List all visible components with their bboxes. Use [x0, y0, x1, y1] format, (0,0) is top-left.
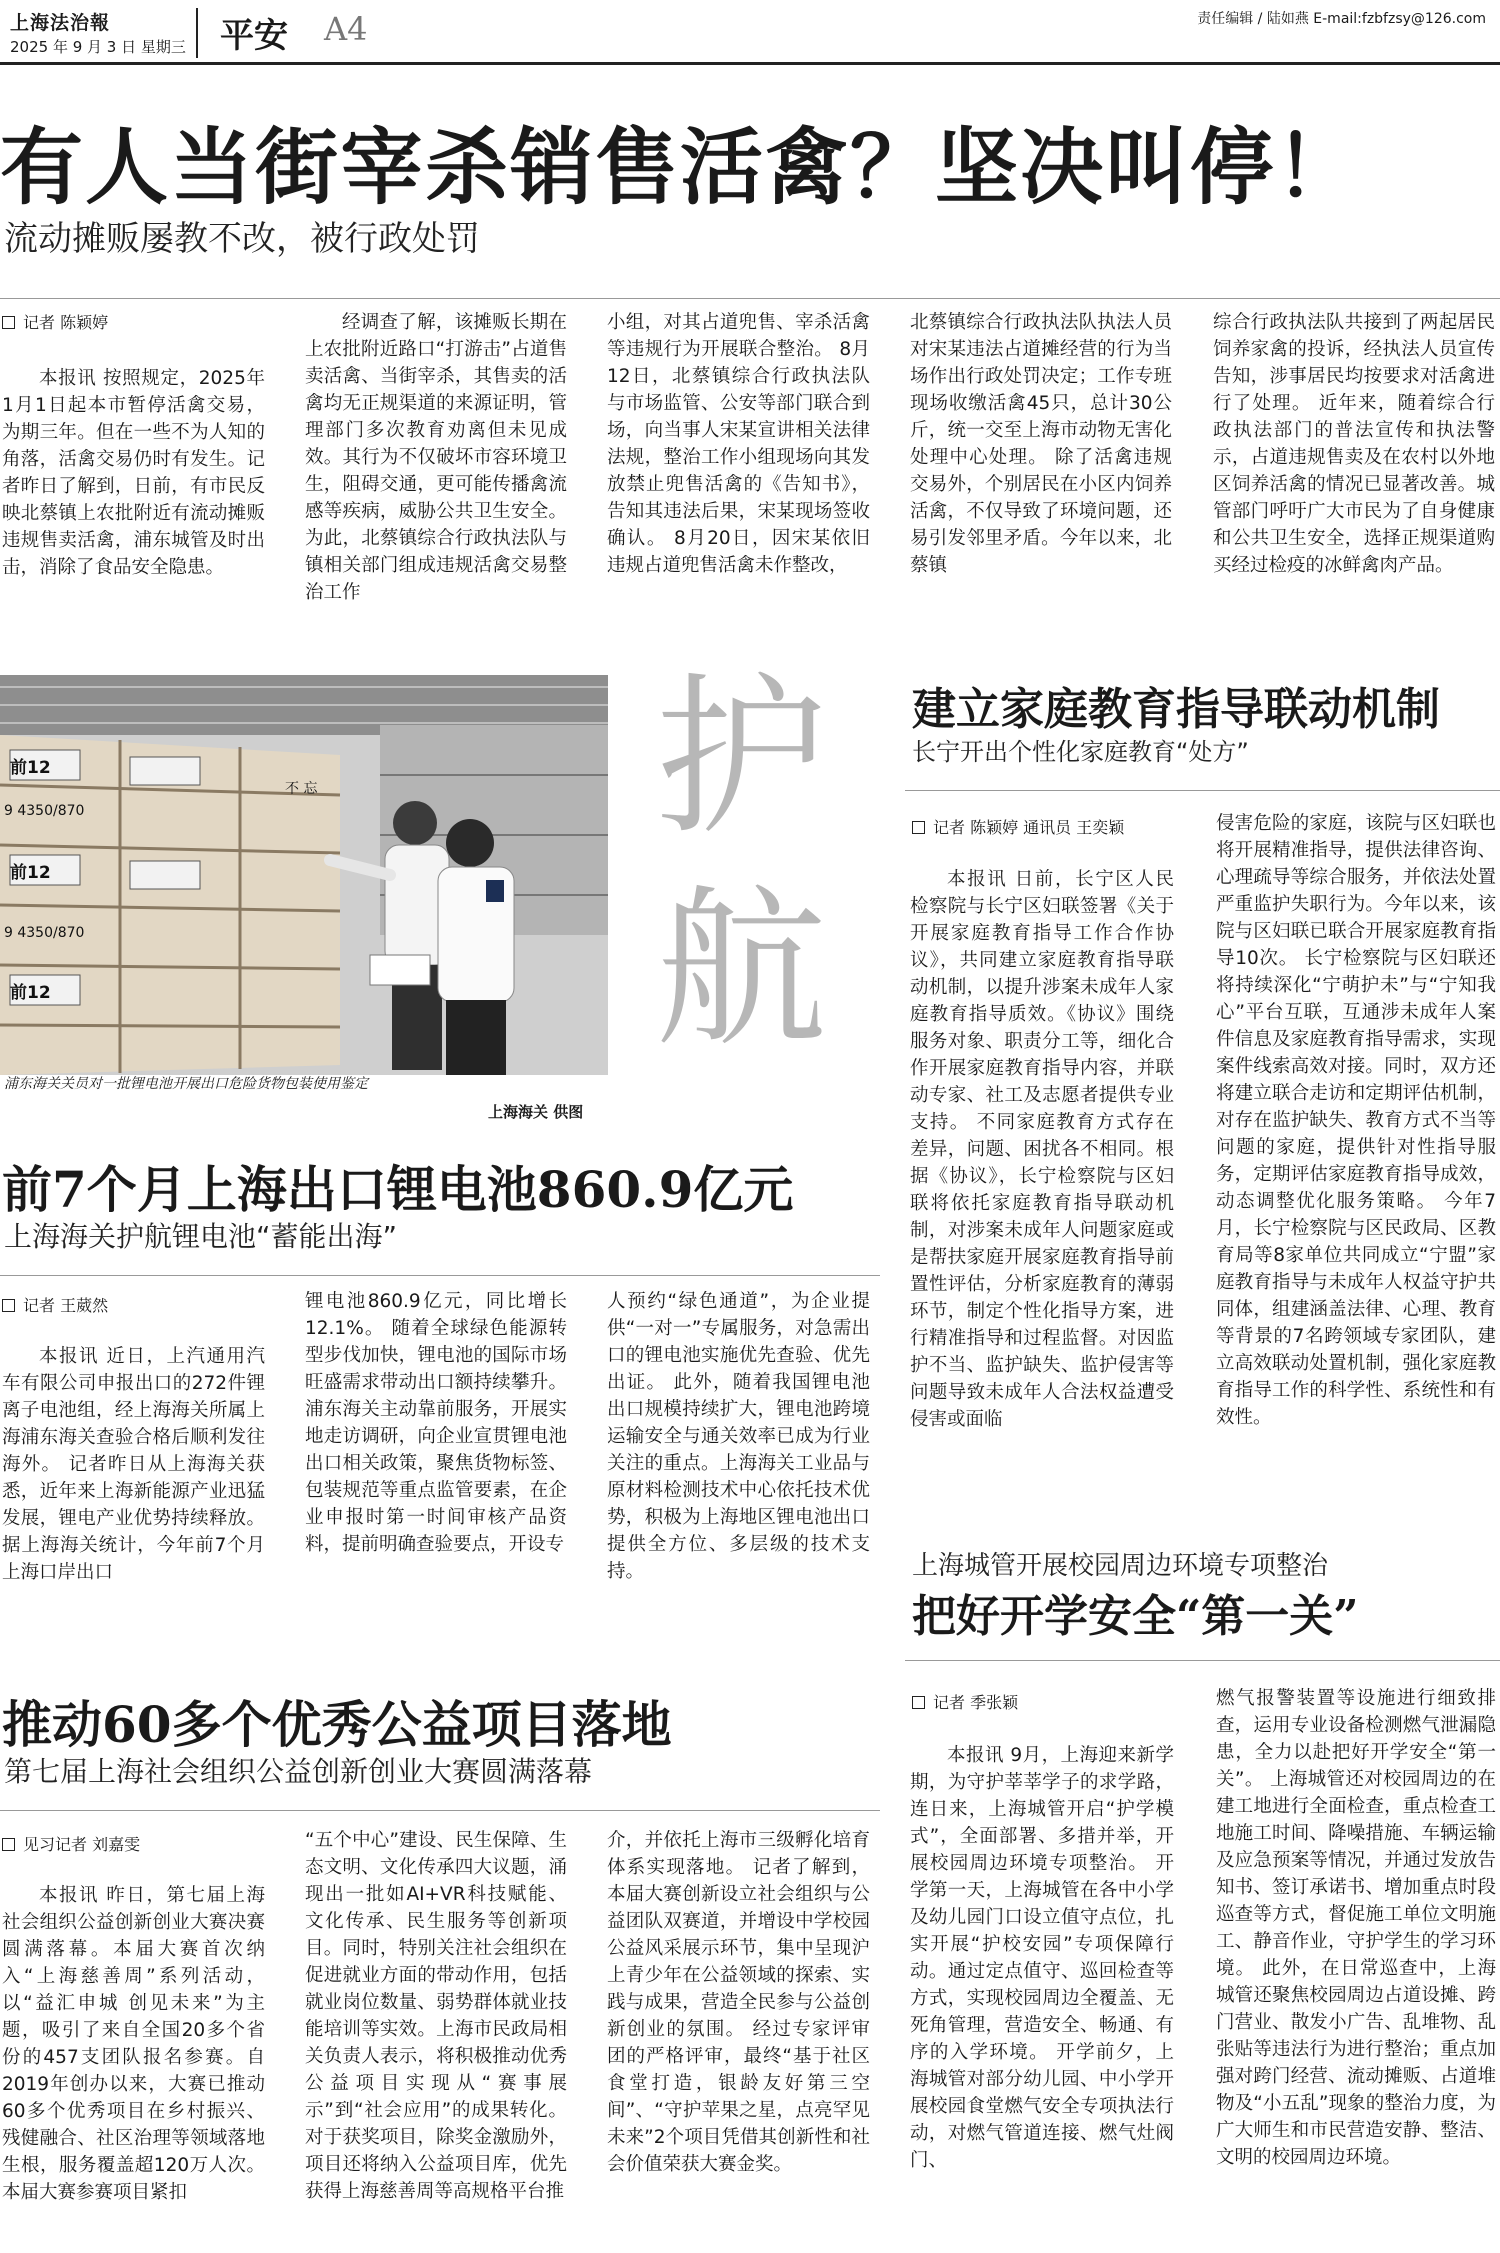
article5-column-3: 介，并依托上海市三级孵化培育体系实现落地。 记者了解到，本届大赛创新设立社会组织与公益团队双赛道，并增设中学校园公益风采展示环节，集中呈现沪上青少年在公益领域的探索、实践与成果，营造全民参与公益创新创业的氛围。 经过专家评审团的严格评审，最终“基于社区食堂打造，银龄友好第三空间”、“守护苹果之星，点亮罕见未来”2个项目凭借其创新性和社会价值荣获大赛金奖。 — [607, 1830, 870, 2175]
article4-title: 把好开学安全“第一关” — [912, 1591, 1359, 1642]
byline-square-icon — [912, 1696, 925, 1709]
article1-column-5: 综合行政执法队共接到了两起居民饲养家禽的投诉，经执法人员宣传告知，涉事居民均按要求对活禽进行了处理。 近年来，随着综合行政执法部门的普法宣传和执法警示，占道违规售卖及在农村以外地区饲养活禽的情况已显著改善。城管部门呼吁广大市民为了自身健康和公共卫生安全，选择正规渠道购买经过检疫的冰鲜禽肉产品。 — [1213, 312, 1495, 576]
section-name: 平安 — [220, 16, 288, 56]
article1-column-2: 经调查了解，该摊贩长期在上农批附近路口“打游击”占道售卖活禽、当街宰杀，其售卖的活禽均无正规渠道的来源证明，管理部门多次教育劝离但未见成效。其行为不仅破坏市容环境卫生，阻碍交通，更可能传播禽流感等疾病，威胁公共卫生安全。为此，北蔡镇综合行政执法队与镇相关部门组成违规活禽交易整治工作 — [305, 312, 567, 603]
photo-credit: 上海海关 供图 — [488, 1103, 584, 1121]
article3-byline: 记者 陈颖婷 通讯员 王奕颖 — [912, 815, 1124, 838]
header-divider — [196, 8, 198, 58]
article2-byline: 记者 王葳然 — [2, 1293, 108, 1316]
article5-byline: 见习记者 刘嘉雯 — [2, 1832, 140, 1855]
calligraphy-char-hang: 航 — [655, 869, 827, 1070]
article1-subtitle: 流动摊贩屡教不改，被行政处罚 — [4, 219, 480, 259]
article1-byline: 记者 陈颖婷 — [2, 310, 108, 333]
article2-column-1: 本报讯 近日，上汽通用汽车有限公司申报出口的272件锂离子电池组，经上海海关所属上海浦东海关查验合格后顺利发往海外。 记者昨日从上海海关获悉，近年来上海新能源产业迅猛发展，锂电产业优势持续释放。据上海海关统计，今年前7个月上海口岸出口 — [2, 1346, 265, 1583]
article3-column-1: 本报讯 日前，长宁区人民检察院与长宁区妇联签署《关于开展家庭教育指导工作合作协议》，共同建立家庭教育指导联动机制，以提升涉案未成年人家庭教育指导质效。《协议》围绕服务对象、职责分工等，细化合作开展家庭教育指导内容，并联动专家、社工及志愿者提供专业支持。 不同家庭教育方式存在差异，问题、困扰各不相同。根据《协议》，长宁检察院与区妇联将依托家庭教育指导联动机制，对涉案未成年人问题家庭或是帮扶家庭开展家庭教育指导前置性评估，分析家庭教育的薄弱环节，制定个性化指导方案，进行精准指导和过程监督。对因监护不当、监护缺失、监护侵害等问题导致未成年人合法权益遭受侵害或面临 — [910, 869, 1174, 1430]
article5-column-1: 本报讯 昨日，第七届上海社会组织公益创新创业大赛决赛圆满落幕。本届大赛首次纳入“上海慈善周”系列活动，以“益汇申城 创见未来”为主题，吸引了来自全国20多个省份的457支团队报名参赛。自2019年创办以来，大赛已推动60多个优秀项目在乡村振兴、残健融合、社区治理等领域落地生根，服务覆盖超120万人次。 本届大赛参赛项目紧扣 — [2, 1885, 265, 2203]
issue-date: 2025 年 9 月 3 日 星期三 — [10, 38, 186, 56]
article2-column-3: 人预约“绿色通道”，为企业提供“一对一”专属服务，对急需出口的锂电池实施优先查验、优先出证。 此外，随着我国锂电池出口规模持续扩大，锂电池跨境运输安全与通关效率已成为行业关注的重点。上海海关工业品与原材料检测技术中心依托技术优势，积极为上海地区锂电池出口提供全方位、多层级的技术支持。 — [607, 1291, 870, 1582]
article1-column-3: 小组，对其占道兜售、宰杀活禽等违规行为开展联合整治。 8月12日，北蔡镇综合行政执法队与市场监管、公安等部门联合到场，向当事人宋某宣讲相关法律法规，整治工作小组现场向其发放禁止兜售活禽的《告知书》，告知其违法后果，宋某现场签收确认。 8月20日，因宋某依旧违规占道兜售活禽未作整改， — [607, 312, 870, 576]
article2-title: 前7个月上海出口锂电池860.9亿元 — [2, 1160, 794, 1219]
article5-title: 推动60多个优秀公益项目落地 — [2, 1695, 672, 1754]
box-label: 前12 — [10, 863, 51, 883]
article4-column-2: 燃气报警装置等设施进行细致排查，运用专业设备检测燃气泄漏隐患，全力以赴把好开学安全“第一关”。 上海城管还对校园周边的在建工地进行全面检查，重点检查工地施工时间、降噪措施、车辆运输及应急预案等情况，并通过发放告知书、签订承诺书、增加重点时段巡查等方式，督促施工单位文明施工、静音作业，守护学生的学习环境。 此外，在日常巡查中，上海城管还聚焦校园周边占道设摊、跨门营业、散发小广告、乱堆物、乱张贴等违法行为进行整治；重点加强对跨门经营、流动摊贩、占道堆物及“小五乱”现象的整治力度，为广大师生和市民营造安静、整洁、文明的校园周边环境。 — [1216, 1688, 1496, 2168]
article1-column-4: 北蔡镇综合行政执法队执法人员对宋某违法占道摊经营的行为当场作出行政处罚决定；工作专班现场收缴活禽45只，总计30公斤，统一交至上海市动物无害化处理中心处理。 除了活禽违规交易外，个别居民在小区内饲养活禽，不仅导致了环境问题，还易引发邻里矛盾。今年以来，北蔡镇 — [910, 312, 1172, 576]
newspaper-logo: 上海法治報 — [10, 12, 111, 34]
article3-subtitle: 长宁开出个性化家庭教育“处方” — [912, 738, 1249, 766]
article3-column-2: 侵害危险的家庭，该院与区妇联也将开展精准指导，提供法律咨询、心理疏导等综合服务，并依法处置严重监护失职行为。今年以来，该院与区妇联已联合开展家庭教育指导10次。 长宁检察院与区妇联还将持续深化“宁萌护未”与“宁知我心”平台互联，互通涉未成年人案件信息及家庭教育指导需求，实现案件线索高效对接。同时，双方还将建立联合走访和定期评估机制，对存在监护缺失、教育方式不当等问题的家庭，提供针对性指导服务，定期评估家庭教育指导成效，动态调整优化服务策略。 今年7月，长宁检察院与区民政局、区教育局等8家单位共同成立“宁盟”家庭教育指导与未成年人权益守护共同体，组建涵盖法律、心理、教育等背景的7名跨领域专家团队，建立高效联动处置机制，强化家庭教育指导工作的科学性、系统性和有效性。 — [1216, 813, 1496, 1428]
article4-kicker: 上海城管开展校园周边环境专项整治 — [912, 1551, 1329, 1581]
header-rule — [0, 62, 1500, 65]
byline-square-icon — [2, 1838, 15, 1851]
lithium-battery-inspection-photo — [0, 675, 608, 1075]
article4-rule — [905, 1660, 1500, 1661]
article4-column-1: 本报讯 9月，上海迎来新学期，为守护莘莘学子的求学路，连日来，上海城管开启“护学模式”，全面部署、多措并举，开展校园周边环境专项整治。 开学第一天，上海城管在各中小学及幼儿园门口设立值守点位，扎实开展“护校安园”专项保障行动。通过定点值守、巡回检查等方式，实现校园周边全覆盖、无死角管理，营造安全、畅通、有序的入学环境。 开学前夕，上海城管对部分幼儿园、中小学开展校园食堂燃气安全专项执法行动，对燃气管道连接、燃气灶阀门、 — [910, 1745, 1174, 2171]
news-photo — [0, 675, 608, 1075]
photo-caption: 浦东海关关员对一批锂电池开展出口危险货物包装使用鉴定 — [4, 1076, 368, 1092]
article3-title: 建立家庭教育指导联动机制 — [912, 684, 1440, 735]
article3-rule — [905, 790, 1500, 791]
article2-column-2: 锂电池860.9亿元，同比增长12.1%。 随着全球绿色能源转型步伐加快，锂电池的国际市场旺盛需求带动出口额持续攀升。浦东海关主动靠前服务，开展实地走访调研，向企业宣贯锂电池出口相关政策，聚焦货物标签、包装规范等重点监管要素，在企业申报时第一时间审核产品资料，提前明确查验要点，开设专 — [305, 1291, 567, 1555]
article1-rule — [0, 298, 1500, 299]
box-label: 9 4350/870 — [4, 803, 85, 819]
article1-title: 有人当街宰杀销售活禽？坚决叫停！ — [0, 118, 1360, 216]
editor-info: 责任编辑 / 陆如燕 E-mail:fzbfzsy@126.com — [1197, 11, 1486, 27]
article4-byline: 记者 季张颖 — [912, 1690, 1018, 1713]
byline-square-icon — [912, 821, 925, 834]
box-label: 前12 — [10, 983, 51, 1003]
article2-rule — [0, 1275, 880, 1276]
box-label: 不 忘 — [285, 781, 318, 797]
article5-subtitle: 第七届上海社会组织公益创新创业大赛圆满落幕 — [4, 1755, 593, 1788]
byline-square-icon — [2, 316, 15, 329]
byline-square-icon — [2, 1299, 15, 1312]
article2-subtitle: 上海海关护航锂电池“蓄能出海” — [4, 1220, 398, 1253]
article5-rule — [0, 1810, 880, 1811]
box-label: 9 4350/870 — [4, 925, 85, 941]
box-label: 前12 — [10, 758, 51, 778]
page-number: A4 — [324, 10, 368, 48]
calligraphy-char-hu: 护 — [655, 657, 827, 858]
article5-column-2: “五个中心”建设、民生保障、生态文明、文化传承四大议题，涌现出一批如AI+VR科技赋能、文化传承、民生服务等创新项目。同时，特别关注社会组织在促进就业方面的带动作用，包括就业岗位数量、弱势群体就业技能培训等实效。上海市民政局相关负责人表示，将积极推动优秀公益项目实现从“赛事展示”到“社会应用”的成果转化。对于获奖项目，除奖金激励外，项目还将纳入公益项目库，优先获得上海慈善周等高规格平台推 — [305, 1830, 567, 2202]
article1-column-1: 本报讯 按照规定，2025年1月1日起本市暂停活禽交易，为期三年。但在一些不为人知的角落，活禽交易仍时有发生。记者昨日了解到，日前，有市民反映北蔡镇上农批附近有流动摊贩违规售卖活禽，浦东城管及时出击，消除了食品安全隐患。 — [2, 368, 265, 578]
